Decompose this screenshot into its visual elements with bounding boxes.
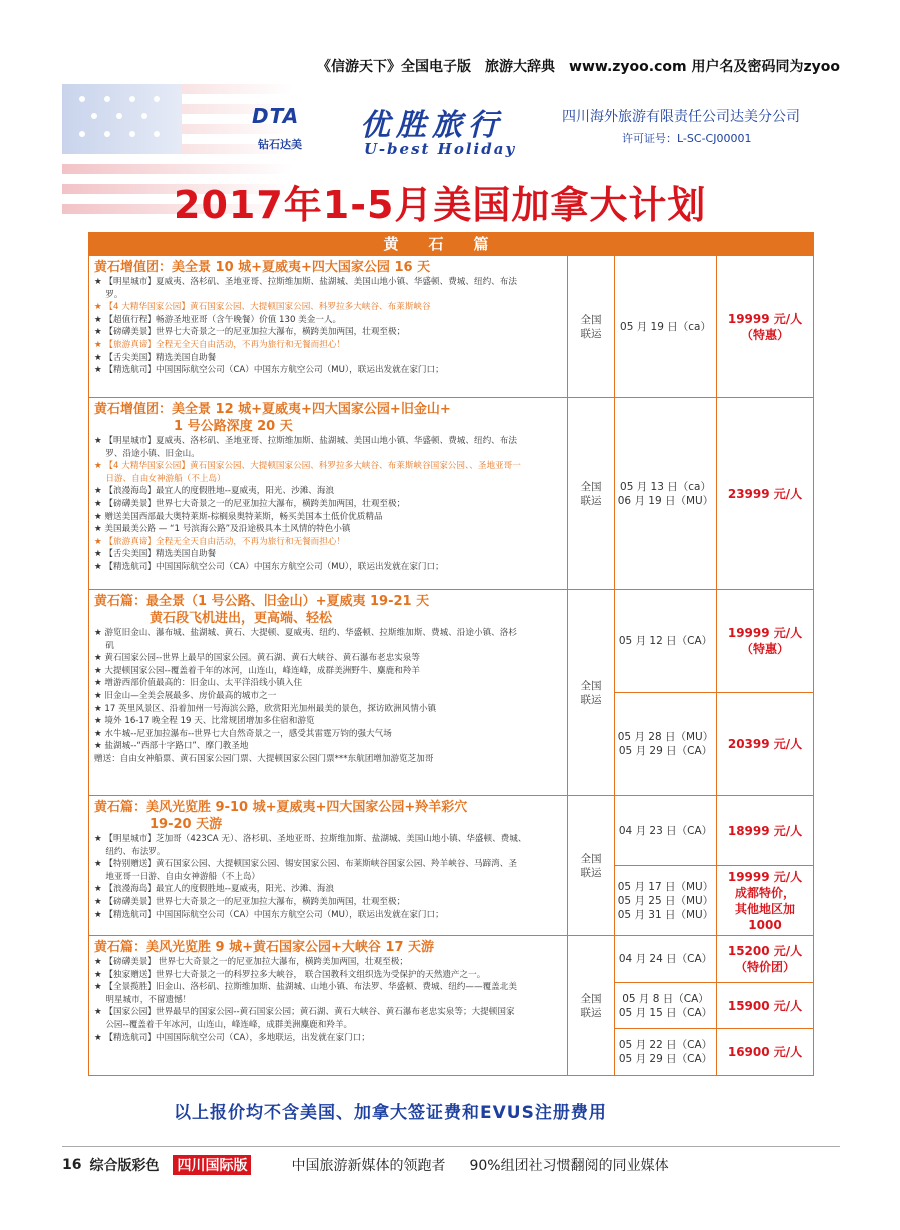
price-line: 15200 元/人 — [727, 943, 803, 958]
price-line: （特惠） — [740, 642, 789, 656]
visa-fee-note: 以上报价均不含美国、加拿大签证费和EVUS注册费用 — [174, 1103, 607, 1123]
departure-date: 05 月 29 日（CA） — [618, 745, 713, 757]
departure-row — [615, 796, 813, 865]
departure-dates — [615, 983, 717, 1029]
price-line: 19999 元/人 — [727, 869, 803, 884]
tour-feature-line: 公园--覆盖着千年冰河，山连山，峰连峰，成群美洲麋鹿和羚羊。 — [94, 1019, 353, 1030]
slogan-primary: 中国旅游新媒体的领跑者 — [291, 1158, 446, 1174]
departure-dates — [615, 693, 717, 795]
tour-feature-line: ★ 黄石国家公园--世界上最早的国家公园。黄石湖、黄石大峡谷、黄石瀑布老忠实泉等 — [94, 653, 421, 664]
departure-dates — [615, 796, 717, 865]
departure-type: 全国联运 — [568, 590, 615, 795]
departure-date: 05 月 17 日（MU） — [617, 880, 714, 893]
tour-feature-line: ★ 【全景揽胜】旧金山、洛杉矶、拉斯维加斯、盐湖城、山地小镇、布法罗、华盛顿、费城、纽约——覆盖北美 — [94, 982, 517, 993]
tour-feature-line: ★ 【舌尖美国】精选美国自助餐 — [94, 549, 217, 560]
dta-subtitle: 钻石达美 — [258, 138, 302, 151]
departure-row — [615, 256, 813, 397]
company-name: 四川海外旅游有限责任公司达美分公司 — [562, 109, 800, 125]
price-line: 19999 元/人 — [727, 626, 803, 640]
tour-feature-line: 地亚哥一日游、自由女神游船（不上岛） — [94, 871, 261, 882]
tour-feature-line: ★ 【磅礴美景】 世界七大奇景之一的尼亚加拉大瀑布，横跨美加两国，壮观至极； — [94, 957, 408, 967]
departure-dates — [615, 590, 717, 692]
tour-feature-line: ★ 【明星城市】夏威夷、洛杉矶、圣地亚哥、拉斯维加斯、盐湖城、美国山地小镇、华盛顿、费城、纽约、布法 — [94, 436, 517, 446]
tour-price — [717, 936, 813, 982]
departure-date: 05 月 25 日（MU） — [617, 894, 714, 907]
departure-date: 05 月 29 日（CA） — [618, 1053, 713, 1066]
tour-feature-line: ★ 【精选航司】中国国际航空公司（CA）中国东方航空公司（MU），联运出发就在家门口； — [94, 909, 444, 920]
departure-date: 05 月 28 日（MU） — [617, 731, 714, 743]
license-number: 许可证号：L-SC-CJ00001 — [622, 132, 752, 145]
tour-description — [89, 398, 568, 589]
page-number: 16 — [62, 1157, 82, 1173]
section-header: 黄石篇 — [89, 233, 813, 255]
tour-price — [717, 796, 813, 865]
tour-feature-line: ★ 【明星城市】夏威夷、洛杉矶、圣地亚哥、拉斯维加斯、盐湖城、美国山地小镇、华盛顿、费城、纽约、布法 — [94, 277, 517, 287]
tour-block — [89, 255, 813, 397]
departure-rows — [615, 398, 813, 589]
tour-price — [717, 693, 813, 795]
tour-title: 黄石篇：最全景（1 号公路、旧金山）+夏威夷 19-21 天 — [94, 594, 430, 609]
tour-title: 黄石篇：美风光览胜 9 城+黄石国家公园+大峡谷 17 天游 — [94, 940, 435, 955]
tour-feature-line: ★ 【舌尖美国】精选美国自助餐 — [94, 352, 217, 363]
slogan-secondary: 90%组团社习惯翻阅的同业媒体 — [469, 1158, 669, 1174]
departure-type: 全国联运 — [568, 256, 615, 397]
departure-rows — [615, 796, 813, 935]
departure-dates — [615, 1029, 717, 1075]
tour-feature-line: ★ 【旅游真谛】全程无全天自由活动，不再为旅行和无餐而担心！ — [94, 339, 346, 350]
price-line: 18999 元/人 — [727, 823, 803, 838]
departure-row — [615, 865, 813, 935]
departure-row — [615, 982, 813, 1029]
tour-description — [89, 590, 568, 795]
departure-row — [615, 398, 813, 589]
tour-block — [89, 795, 813, 935]
departure-row — [615, 692, 813, 795]
page-footer — [62, 1155, 822, 1175]
itinerary-table — [88, 232, 814, 1076]
price-line: 16900 元/人 — [727, 1045, 803, 1060]
departure-date: 05 月 8 日（CA） — [622, 992, 709, 1005]
brand-name-cn: 优胜旅行 — [360, 108, 504, 143]
tour-feature-line: ★ 【明星城市】芝加哥（423CA 无）、洛杉矶、圣地亚哥、拉斯维加斯、盐湖城、美国山地小镇、华盛顿、费城、 — [94, 834, 527, 844]
tour-feature-line: ★ 【精选航司】中国国际航空公司（CA），多地联运，出发就在家门口； — [94, 1032, 370, 1043]
tour-feature-line: ★ 旧金山—全美会展最多、房价最高的城市之一 — [94, 690, 277, 701]
departure-row — [615, 590, 813, 692]
tour-feature-line: ★ 【独家赠送】世界七大奇景之一的科罗拉多大峡谷， 联合国教科文组织选为受保护的天然遗产之一。 — [94, 969, 486, 980]
tour-title: 黄石增值团：美全景 12 城+夏威夷+四大国家公园+旧金山+ — [94, 402, 451, 417]
departure-dates — [615, 398, 717, 589]
departure-date: 04 月 24 日（CA） — [618, 952, 713, 965]
departure-date: 05 月 22 日（CA） — [618, 1039, 713, 1052]
tour-feature-line: ★ 【浪漫海岛】最宜人的度假胜地--夏威夷，阳光、沙滩、海浪 — [94, 486, 335, 497]
dta-logo-text: DTA — [252, 104, 300, 128]
departure-rows — [615, 936, 813, 1075]
departure-dates — [615, 866, 717, 935]
departure-row — [615, 936, 813, 982]
tour-title: 黄石增值团：美全景 10 城+夏威夷+四大国家公园 16 天 — [94, 260, 431, 275]
tour-block — [89, 397, 813, 589]
tour-feature-line: ★ 盐湖城--“西部十字路口”、摩门教圣地 — [94, 741, 249, 752]
tour-feature-line: ★ 【特别赠送】黄石国家公园、大提顿国家公园、锡安国家公园、布莱斯峡谷国家公园、羚羊峡谷、马蹄湾、圣 — [94, 859, 517, 870]
footer-divider — [62, 1146, 840, 1147]
departure-type: 全国联运 — [568, 398, 615, 589]
tour-feature-line: 矶 — [94, 640, 114, 651]
price-line: （特惠） — [740, 327, 789, 342]
tour-feature-line: ★ 境外 16-17 晚全程 19 天、比常规团增加多住宿和游览 — [94, 716, 315, 727]
price-line: 1000 — [748, 917, 782, 932]
tour-price — [717, 590, 813, 692]
tour-block — [89, 935, 813, 1075]
tour-feature-line: ★ 【超值行程】畅游圣地亚哥（含午晚餐）价值 130 美金一人。 — [94, 314, 342, 325]
tour-price — [717, 983, 813, 1029]
tour-feature-line: 赠送：自由女神船票、黄石国家公园门票、大提顿国家公园门票***东航团增加游览芝加哥 — [94, 753, 434, 764]
tour-feature-line: ★ 【磅礴美景】世界七大奇景之一的尼亚加拉大瀑布，横跨美加两国，壮观至极； — [94, 327, 406, 338]
price-line: 成都特价， — [734, 885, 795, 900]
tour-feature-line: 纽约、布法罗。 — [94, 846, 166, 857]
departure-rows — [615, 590, 813, 795]
price-line: 23999 元/人 — [727, 486, 803, 501]
brand-name-en: U-best Holiday — [364, 140, 517, 158]
tour-feature-line: ★ 【精选航司】中国国际航空公司（CA）中国东方航空公司（MU），联运出发就在家门口； — [94, 561, 444, 572]
tour-feature-line: ★ 美国最美公路 — “1 号滨海公路”及沿途极具本土风情的特色小镇 — [94, 524, 351, 535]
price-line: 19999 元/人 — [727, 311, 803, 326]
tour-feature-line: ★ 【旅游真谛】全程无全天自由活动，不再为旅行和无餐而担心！ — [94, 536, 346, 547]
price-line: 15900 元/人 — [727, 998, 803, 1013]
tour-feature-line: 明星城市，不留遗憾！ — [94, 994, 192, 1005]
departure-dates — [615, 936, 717, 982]
departure-date: 05 月 15 日（CA） — [618, 1006, 713, 1019]
tour-price — [717, 398, 813, 589]
tour-block — [89, 589, 813, 795]
tour-title: 黄石篇：美风光览胜 9-10 城+夏威夷+四大国家公园+羚羊彩穴 — [94, 800, 468, 815]
departure-rows — [615, 256, 813, 397]
region-badge: 四川国际版 — [173, 1155, 251, 1175]
tour-feature-line: ★ 【磅礴美景】世界七大奇景之一的尼亚加拉大瀑布，横跨美加两国，壮观至极； — [94, 498, 406, 509]
departure-date: 05 月 13 日（ca） — [620, 480, 711, 493]
tour-feature-line: 罗。 — [94, 289, 123, 300]
tour-description — [89, 796, 568, 935]
departure-date: 06 月 19 日（MU） — [617, 494, 714, 507]
departure-type: 全国联运 — [568, 936, 615, 1075]
brand-logo — [252, 100, 552, 160]
tour-price — [717, 256, 813, 397]
tour-description — [89, 256, 568, 397]
tour-subtitle: 黄石段飞机进出，更高端、轻松 — [150, 611, 333, 626]
tour-feature-line: ★ 增游西部价值最高的：旧金山、太平洋沿线小镇入住 — [94, 678, 303, 689]
edition-label: 综合版彩色 — [89, 1158, 160, 1174]
departure-date: 05 月 31 日（MU） — [617, 908, 714, 921]
price-line: 其他地区加 — [734, 901, 795, 916]
departure-date: 05 月 19 日（ca） — [620, 320, 711, 333]
brand-banner — [62, 84, 840, 232]
tour-feature-line: ★ 水牛城--尼亚加拉瀑布--世界七大自然奇景之一，感受其雷霆万钧的强大气场 — [94, 728, 392, 739]
tour-subtitle: 1 号公路深度 20 天 — [174, 419, 293, 434]
price-line: （特价团） — [734, 959, 795, 974]
tour-subtitle: 19-20 天游 — [150, 817, 223, 832]
tour-feature-line: ★ 17 英里风景区、沿着加州一号海滨公路，欣赏阳光加州最美的景色，探访欧洲风情小镇 — [94, 703, 437, 714]
tour-feature-line: ★ 赠送美国西部最大奥特莱斯-棕榈泉奥特莱斯，畅买美国本土低价优质精品 — [94, 511, 383, 522]
tour-feature-line: ★ 大提顿国家公园--覆盖着千年的冰河，山连山，峰连峰，成群美洲野牛、麋鹿和羚羊 — [94, 665, 421, 676]
tour-feature-line: ★ 【4 大精华国家公园】黄石国家公园、大提顿国家公园、科罗拉多大峡谷、布莱斯峡谷国家公园、、圣地亚哥一 — [94, 461, 521, 472]
departure-date: 05 月 12 日（CA） — [618, 635, 713, 647]
departure-date: 04 月 23 日（CA） — [618, 824, 713, 837]
tour-feature-line: ★ 【国家公园】世界最早的国家公园--黄石国家公园；黄石湖、黄石大峡谷、黄石瀑布老忠实泉等；大提顿国家 — [94, 1007, 515, 1018]
tour-feature-line: ★ 【精选航司】中国国际航空公司（CA）中国东方航空公司（MU），联运出发就在家门口； — [94, 365, 444, 376]
tour-feature-line: ★ 【浪漫海岛】最宜人的度假胜地--夏威夷，阳光、沙滩、海浪 — [94, 884, 335, 895]
tour-description — [89, 936, 568, 1075]
price-line: 20399 元/人 — [727, 737, 803, 751]
tour-price — [717, 866, 813, 935]
departure-type: 全国联运 — [568, 796, 615, 935]
tour-feature-line: 罗、沿途小镇、旧金山。 — [94, 448, 200, 459]
departure-row — [615, 1028, 813, 1075]
tour-feature-line: ★ 游览旧金山、瀑布城、盐湖城、黄石、大提顿、夏威夷、纽约、华盛顿、拉斯维加斯、费城、沿途小镇、洛杉 — [94, 628, 517, 638]
tour-feature-line: ★ 【磅礴美景】世界七大奇景之一的尼亚加拉大瀑布，横跨美加两国，壮观至极； — [94, 896, 406, 907]
header-topline: 《信游天下》全国电子版 旅游大辞典 www.zyoo.com 用户名及密码同为zyoo — [317, 59, 840, 75]
tour-feature-line: 日游、自由女神游船（不上岛） — [94, 473, 226, 484]
page-title: 2017年1-5月美国加拿大计划 — [174, 183, 707, 227]
departure-dates — [615, 256, 717, 397]
tour-price — [717, 1029, 813, 1075]
tour-feature-line: ★ 【4 大精华国家公园】黄石国家公园、大提顿国家公园、科罗拉多大峡谷、布莱斯峡谷 — [94, 302, 431, 313]
